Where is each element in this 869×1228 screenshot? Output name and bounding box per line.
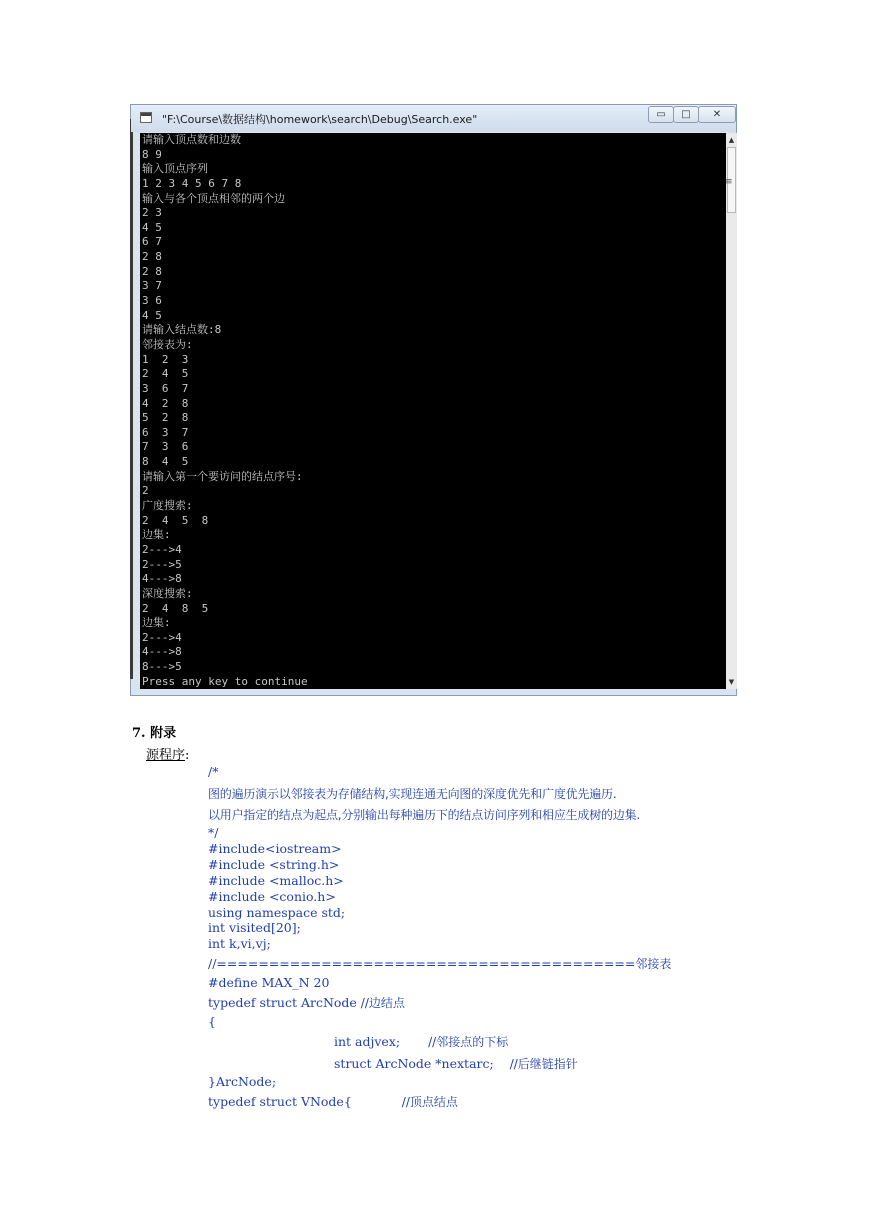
window-controls xyxy=(649,106,736,124)
console-line: 2 4 8 5 xyxy=(142,601,209,615)
console-line: 3 6 xyxy=(142,294,162,308)
console-window xyxy=(130,104,737,696)
maximize-button[interactable] xyxy=(673,106,699,123)
member-adjvex-comment: //邻接点的下标 xyxy=(428,1035,509,1049)
code-line-comment-open: /* xyxy=(208,764,219,779)
console-line: 2 4 5 xyxy=(142,367,189,381)
console-line: 1 2 3 xyxy=(142,352,189,366)
code-line-comment-1: 图的遍历演示以邻接表为存储结构,实现连通无向图的深度优先和广度优先遍历. xyxy=(208,787,617,801)
code-line-brace-open: { xyxy=(208,1014,216,1029)
console-line: 请输入第一个要访问的结点序号: xyxy=(142,469,303,483)
console-line: 3 6 7 xyxy=(142,381,189,395)
scroll-up-arrow-icon[interactable]: ▲ xyxy=(728,136,735,144)
code-line-define: #define MAX_N 20 xyxy=(208,975,330,990)
console-line: 深度搜索: xyxy=(142,586,193,600)
console-output[interactable] xyxy=(140,133,726,689)
console-line: 输入与各个顶点相邻的两个边 xyxy=(142,191,285,205)
source-label xyxy=(146,744,189,763)
console-line: 广度搜索: xyxy=(142,499,193,513)
code-line-member-adjvex xyxy=(334,1033,508,1050)
console-line: 6 7 xyxy=(142,235,162,249)
console-line: 8--->5 xyxy=(142,660,182,674)
code-line-separator xyxy=(208,955,671,972)
typedef-vnode-comment: //顶点结点 xyxy=(401,1095,458,1109)
member-nextarc-code: struct ArcNode *nextarc; xyxy=(334,1056,494,1071)
console-lines xyxy=(142,133,722,689)
console-line: 2 8 xyxy=(142,250,162,264)
separator-comment: 邻接表 xyxy=(635,957,672,971)
console-line: 2 4 5 8 xyxy=(142,513,209,527)
window-title: "F:\Course\数据结构\homework\search\Debug\Search.exe" xyxy=(162,113,478,126)
console-app-icon xyxy=(140,112,152,123)
console-line: 7 3 6 xyxy=(142,440,189,454)
code-line-include-iostream: #include<iostream> xyxy=(208,841,342,856)
minimize-icon: ▭ xyxy=(656,109,666,120)
title-bar[interactable] xyxy=(131,105,736,132)
console-line: 2 xyxy=(142,484,149,498)
code-line-comment-close: */ xyxy=(208,825,219,840)
console-line: 邻接表为: xyxy=(142,337,193,351)
member-adjvex-code: int adjvex; xyxy=(334,1034,401,1049)
code-line-vars: int k,vi,vj; xyxy=(208,936,271,951)
console-line: 5 2 8 xyxy=(142,411,189,425)
console-line: 4 2 8 xyxy=(142,396,189,410)
console-line: Press any key to continue xyxy=(142,674,308,688)
minimize-button[interactable] xyxy=(648,106,674,123)
member-nextarc-comment: //后继链指针 xyxy=(509,1057,578,1071)
window-edge xyxy=(130,119,133,679)
console-line: 2--->4 xyxy=(142,630,182,644)
code-line-include-conio: #include <conio.h> xyxy=(208,889,336,904)
code-line-using: using namespace std; xyxy=(208,905,346,920)
code-line-visited: int visited[20]; xyxy=(208,920,301,935)
typedef-vnode-code: typedef struct VNode{ xyxy=(208,1094,352,1109)
code-line-typedef-arcnode xyxy=(208,994,405,1011)
console-line: 输入顶点序列 xyxy=(142,162,208,176)
console-line: 2 3 xyxy=(142,206,162,220)
console-line: 4 5 xyxy=(142,308,162,322)
console-line: 4 5 xyxy=(142,220,162,234)
code-line-arcnode-close: }ArcNode; xyxy=(208,1074,277,1089)
separator-code: //======================================== xyxy=(208,956,636,971)
console-line: 8 4 5 xyxy=(142,455,189,469)
console-line: 边集: xyxy=(142,528,171,542)
typedef-arcnode-code: typedef struct ArcNode xyxy=(208,995,361,1010)
maximize-icon: □ xyxy=(681,109,691,120)
console-line: 请输入结点数:8 xyxy=(142,323,222,337)
console-line: 2 8 xyxy=(142,264,162,278)
code-line-include-string: #include <string.h> xyxy=(208,857,340,872)
console-line: 2--->4 xyxy=(142,542,182,556)
console-line: 2--->5 xyxy=(142,557,182,571)
code-line-typedef-vnode xyxy=(208,1093,458,1110)
code-line-comment-2: 以用户指定的结点为起点,分别输出每种遍历下的结点访问序列和相应生成树的边集. xyxy=(208,808,641,822)
console-line: 1 2 3 4 5 6 7 8 xyxy=(142,176,242,190)
console-line: 8 9 xyxy=(142,147,162,161)
source-label-text: 源程序 xyxy=(146,748,186,763)
section-heading: 7. 附录 xyxy=(132,726,177,741)
code-line-member-nextarc xyxy=(334,1055,578,1072)
console-line: 3 7 xyxy=(142,279,162,293)
source-label-colon: : xyxy=(185,748,190,763)
console-line: 边集: xyxy=(142,616,171,630)
typedef-arcnode-comment: //边结点 xyxy=(360,996,405,1010)
console-line: 4--->8 xyxy=(142,572,182,586)
console-line: 4--->8 xyxy=(142,645,182,659)
vertical-scrollbar[interactable] xyxy=(726,133,737,689)
close-icon: ✕ xyxy=(712,109,722,120)
close-button[interactable] xyxy=(698,106,736,123)
console-line: 请输入顶点数和边数 xyxy=(142,133,241,146)
console-line: 6 3 7 xyxy=(142,425,189,439)
scroll-down-arrow-icon[interactable]: ▼ xyxy=(728,678,735,686)
code-line-include-malloc: #include <malloc.h> xyxy=(208,873,344,888)
scroll-grip-icon: ≡ xyxy=(725,177,733,187)
